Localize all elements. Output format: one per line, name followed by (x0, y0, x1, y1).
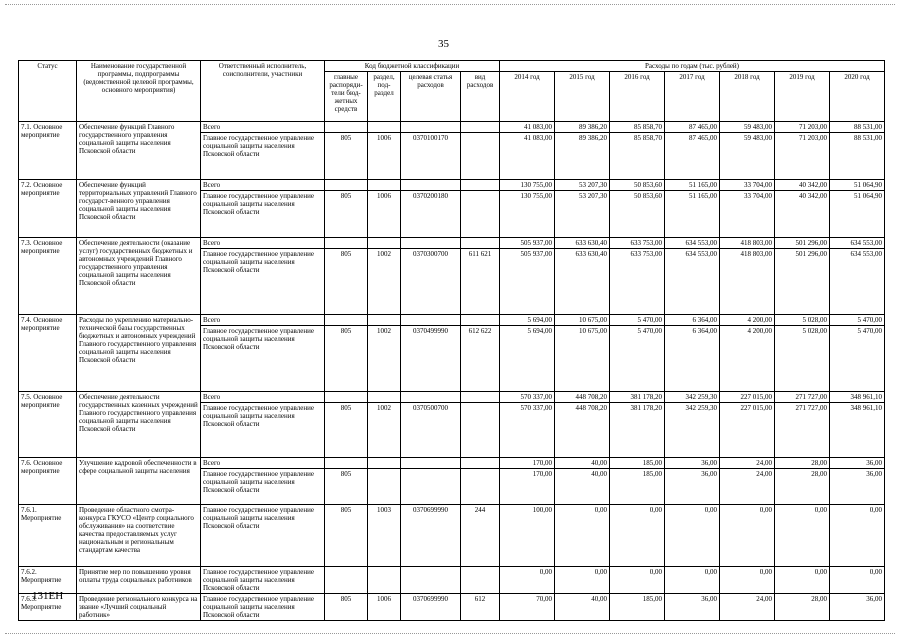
executor-cell: Главное государственное управление социальной защиты населения Псковской области (201, 594, 325, 621)
total-value-cell: 24,00 (720, 458, 775, 469)
code-cell (461, 238, 500, 249)
total-value-cell: 271 727,00 (775, 392, 830, 403)
grbs-cell: 805 (325, 505, 368, 567)
grbs-cell: 805 (325, 594, 368, 621)
executor-cell: Главное государственное управление социальной защиты населения Псковской области (201, 505, 325, 567)
total-value-cell: 5 470,00 (830, 315, 885, 326)
value-cell: 634 553,00 (830, 249, 885, 315)
vr-cell: 612 622 (461, 326, 500, 392)
value-cell: 71 203,00 (775, 133, 830, 180)
value-cell: 0,00 (555, 505, 610, 567)
code-cell (368, 315, 401, 326)
executor-cell: Главное государственное управление социальной защиты населения Псковской области (201, 567, 325, 594)
total-value-cell: 634 553,00 (830, 238, 885, 249)
executor-cell: Главное государственное управление социальной защиты населения Псковской области (201, 191, 325, 238)
code-cell (368, 392, 401, 403)
total-label-cell: Всего (201, 315, 325, 326)
executor-cell: Главное государственное управление социальной защиты населения Псковской области (201, 249, 325, 315)
rzpr-cell (368, 469, 401, 505)
value-cell: 0,00 (610, 567, 665, 594)
status-cell: 7.4. Основное мероприятие (19, 315, 77, 392)
value-cell: 51 064,90 (830, 191, 885, 238)
code-cell (461, 392, 500, 403)
status-cell: 7.6. Основное мероприятие (19, 458, 77, 505)
name-cell: Проведение областного смотра-конкурса ГКУСО «Центр социального обслуживания» на соответствие качества предоставляемых услуг национальным и региональным стандартам качества (77, 505, 201, 567)
value-cell: 227 015,00 (720, 403, 775, 458)
name-cell: Обеспечение деятельности государственных казенных учреждений Главного государственного управления социальной защиты населения Псковской области (77, 392, 201, 458)
total-label-cell: Всего (201, 180, 325, 191)
table-row (19, 392, 885, 403)
value-cell: 0,00 (610, 505, 665, 567)
status-cell: 7.2. Основное мероприятие (19, 180, 77, 238)
value-cell: 505 937,00 (500, 249, 555, 315)
value-cell: 0,00 (775, 505, 830, 567)
header-year: 2015 год (555, 72, 610, 122)
total-value-cell: 633 753,00 (610, 238, 665, 249)
budget-table (18, 60, 885, 621)
status-cell: 7.6.3. Мероприятие (19, 594, 77, 621)
total-value-cell: 185,00 (610, 458, 665, 469)
name-cell: Обеспечение функций территориальных управлений Главного государст-венного управления социальной защиты населения Псковской области (77, 180, 201, 238)
value-cell: 448 708,20 (555, 403, 610, 458)
code-cell (401, 122, 461, 133)
total-value-cell: 342 259,30 (665, 392, 720, 403)
value-cell: 418 803,00 (720, 249, 775, 315)
total-value-cell: 33 704,00 (720, 180, 775, 191)
total-value-cell: 633 630,40 (555, 238, 610, 249)
executor-cell: Главное государственное управление социальной защиты населения Псковской области (201, 469, 325, 505)
table-row (19, 180, 885, 191)
rzpr-cell: 1006 (368, 594, 401, 621)
rzpr-cell: 1003 (368, 505, 401, 567)
value-cell: 53 207,30 (555, 191, 610, 238)
value-cell: 24,00 (720, 594, 775, 621)
header-name: Наименование государственной программы, подпрограммы (ведомственной целевой программы, основного мероприятия) (77, 61, 201, 122)
table-body (19, 122, 885, 621)
executor-cell: Главное государственное управление социальной защиты населения Псковской области (201, 403, 325, 458)
table-row (19, 458, 885, 469)
total-value-cell: 501 296,00 (775, 238, 830, 249)
value-cell: 89 386,20 (555, 133, 610, 180)
value-cell: 40 342,00 (775, 191, 830, 238)
value-cell: 50 853,60 (610, 191, 665, 238)
csr-cell: 0370699990 (401, 594, 461, 621)
value-cell: 10 675,00 (555, 326, 610, 392)
csr-cell: 0370699990 (401, 505, 461, 567)
name-cell: Расходы по укреплению материально-технической базы государственных бюджетных и автономных учреждений Главного государственного управления социальной защиты населения Псковской области (77, 315, 201, 392)
total-value-cell: 5 694,00 (500, 315, 555, 326)
total-value-cell: 381 178,20 (610, 392, 665, 403)
rzpr-cell: 1002 (368, 326, 401, 392)
value-cell: 41 083,00 (500, 133, 555, 180)
name-cell: Обеспечение функций Главного государственного управления социальной защиты населения Псковской области (77, 122, 201, 180)
name-cell: Проведение регионального конкурса на звание «Лучший социальный работник» (77, 594, 201, 621)
code-cell (401, 315, 461, 326)
header-year: 2014 год (500, 72, 555, 122)
rzpr-cell (368, 567, 401, 594)
total-value-cell: 51 165,00 (665, 180, 720, 191)
code-cell (325, 392, 368, 403)
status-cell: 7.5. Основное мероприятие (19, 392, 77, 458)
code-cell (461, 122, 500, 133)
total-value-cell: 348 961,10 (830, 392, 885, 403)
csr-cell: 0370499990 (401, 326, 461, 392)
total-value-cell: 36,00 (665, 458, 720, 469)
value-cell: 381 178,20 (610, 403, 665, 458)
rzpr-cell: 1006 (368, 133, 401, 180)
total-label-cell: Всего (201, 392, 325, 403)
value-cell: 0,00 (720, 567, 775, 594)
table-row (19, 122, 885, 133)
header-csr: целевая статья расходов (401, 72, 461, 122)
value-cell: 170,00 (500, 469, 555, 505)
table-row (19, 567, 885, 594)
value-cell: 88 531,00 (830, 133, 885, 180)
value-cell: 5 694,00 (500, 326, 555, 392)
total-value-cell: 85 858,70 (610, 122, 665, 133)
code-cell (401, 458, 461, 469)
code-cell (401, 392, 461, 403)
total-value-cell: 448 708,20 (555, 392, 610, 403)
status-cell: 7.6.2. Мероприятие (19, 567, 77, 594)
total-value-cell: 53 207,30 (555, 180, 610, 191)
vr-cell: 611 621 (461, 249, 500, 315)
table-row (19, 594, 885, 621)
total-value-cell: 41 083,00 (500, 122, 555, 133)
value-cell: 570 337,00 (500, 403, 555, 458)
vr-cell (461, 133, 500, 180)
total-value-cell: 227 015,00 (720, 392, 775, 403)
value-cell: 0,00 (665, 567, 720, 594)
vr-cell (461, 567, 500, 594)
grbs-cell: 805 (325, 326, 368, 392)
header-vr: вид расходов (461, 72, 500, 122)
code-cell (325, 315, 368, 326)
total-value-cell: 6 364,00 (665, 315, 720, 326)
csr-cell: 0370200180 (401, 191, 461, 238)
value-cell: 348 961,10 (830, 403, 885, 458)
code-cell (368, 458, 401, 469)
grbs-cell: 805 (325, 469, 368, 505)
scan-bottom-edge (5, 633, 895, 634)
vr-cell (461, 403, 500, 458)
value-cell: 36,00 (665, 594, 720, 621)
code-cell (325, 122, 368, 133)
status-cell: 7.3. Основное мероприятие (19, 238, 77, 315)
code-cell (325, 458, 368, 469)
grbs-cell: 805 (325, 133, 368, 180)
total-value-cell: 170,00 (500, 458, 555, 469)
total-value-cell: 40 342,00 (775, 180, 830, 191)
header-year: 2020 год (830, 72, 885, 122)
vr-cell: 244 (461, 505, 500, 567)
value-cell: 40,00 (555, 469, 610, 505)
table-row (19, 238, 885, 249)
code-cell (401, 238, 461, 249)
vr-cell (461, 469, 500, 505)
rzpr-cell: 1002 (368, 403, 401, 458)
value-cell: 0,00 (500, 567, 555, 594)
total-label-cell: Всего (201, 122, 325, 133)
value-cell: 36,00 (665, 469, 720, 505)
total-value-cell: 5 470,00 (610, 315, 665, 326)
total-value-cell: 570 337,00 (500, 392, 555, 403)
total-value-cell: 634 553,00 (665, 238, 720, 249)
header-grbs: главные распоряди- тели бюд- жетных средств (325, 72, 368, 122)
code-cell (461, 458, 500, 469)
table-row (19, 315, 885, 326)
name-cell: Принятие мер по повышению уровня оплаты труда социальных работников (77, 567, 201, 594)
value-cell: 0,00 (665, 505, 720, 567)
total-value-cell: 505 937,00 (500, 238, 555, 249)
total-value-cell: 87 465,00 (665, 122, 720, 133)
scan-top-edge (5, 4, 895, 5)
csr-cell (401, 469, 461, 505)
value-cell: 5 028,00 (775, 326, 830, 392)
vr-cell (461, 191, 500, 238)
value-cell: 40,00 (555, 594, 610, 621)
total-label-cell: Всего (201, 238, 325, 249)
page-number: 35 (438, 38, 449, 50)
value-cell: 5 470,00 (830, 326, 885, 392)
name-cell: Улучшение кадровой обеспеченности в сфере социальной защиты населения (77, 458, 201, 505)
value-cell: 501 296,00 (775, 249, 830, 315)
value-cell: 633 753,00 (610, 249, 665, 315)
total-value-cell: 10 675,00 (555, 315, 610, 326)
value-cell: 100,00 (500, 505, 555, 567)
total-value-cell: 40,00 (555, 458, 610, 469)
value-cell: 70,00 (500, 594, 555, 621)
header-executor: Ответственный исполнитель, соисполнители, участники (201, 61, 325, 122)
csr-cell: 0370500700 (401, 403, 461, 458)
code-cell (461, 180, 500, 191)
total-value-cell: 4 200,00 (720, 315, 775, 326)
value-cell: 130 755,00 (500, 191, 555, 238)
total-value-cell: 89 386,20 (555, 122, 610, 133)
header-year: 2019 год (775, 72, 830, 122)
rzpr-cell: 1006 (368, 191, 401, 238)
value-cell: 85 858,70 (610, 133, 665, 180)
name-cell: Обеспечение деятельности (оказание услуг) государственных бюджетных и автономных учреждений Главного государственного управления социальной защиты населения Псковской области (77, 238, 201, 315)
value-cell: 33 704,00 (720, 191, 775, 238)
value-cell: 36,00 (830, 594, 885, 621)
value-cell: 36,00 (830, 469, 885, 505)
code-cell (368, 238, 401, 249)
total-value-cell: 50 853,60 (610, 180, 665, 191)
value-cell: 51 165,00 (665, 191, 720, 238)
value-cell: 0,00 (775, 567, 830, 594)
header-expenses: Расходы по годам (тыс. рублей) (500, 61, 885, 72)
value-cell: 28,00 (775, 469, 830, 505)
code-cell (368, 122, 401, 133)
total-value-cell: 71 203,00 (775, 122, 830, 133)
code-cell (325, 180, 368, 191)
total-label-cell: Всего (201, 458, 325, 469)
value-cell: 6 364,00 (665, 326, 720, 392)
executor-cell: Главное государственное управление социальной защиты населения Псковской области (201, 326, 325, 392)
total-value-cell: 59 483,00 (720, 122, 775, 133)
header-rzpr: раздел, под- раздел (368, 72, 401, 122)
code-cell (401, 180, 461, 191)
code-cell (368, 180, 401, 191)
header-budget-code: Код бюджетной классификации (325, 61, 500, 72)
status-cell: 7.1. Основное мероприятие (19, 122, 77, 180)
table-row (19, 505, 885, 567)
value-cell: 634 553,00 (665, 249, 720, 315)
value-cell: 5 470,00 (610, 326, 665, 392)
value-cell: 185,00 (610, 594, 665, 621)
rzpr-cell: 1002 (368, 249, 401, 315)
value-cell: 342 259,30 (665, 403, 720, 458)
total-value-cell: 28,00 (775, 458, 830, 469)
csr-cell: 0370300700 (401, 249, 461, 315)
grbs-cell: 805 (325, 403, 368, 458)
code-cell (461, 315, 500, 326)
header-year: 2018 год (720, 72, 775, 122)
csr-cell (401, 567, 461, 594)
total-value-cell: 51 064,90 (830, 180, 885, 191)
total-value-cell: 5 028,00 (775, 315, 830, 326)
value-cell: 24,00 (720, 469, 775, 505)
grbs-cell (325, 567, 368, 594)
value-cell: 271 727,00 (775, 403, 830, 458)
value-cell: 0,00 (720, 505, 775, 567)
total-value-cell: 418 803,00 (720, 238, 775, 249)
code-cell (325, 238, 368, 249)
header-year: 2017 год (665, 72, 720, 122)
value-cell: 59 483,00 (720, 133, 775, 180)
footer-code: 131ЕН (32, 590, 64, 602)
total-value-cell: 36,00 (830, 458, 885, 469)
executor-cell: Главное государственное управление социальной защиты населения Псковской области (201, 133, 325, 180)
header-year: 2016 год (610, 72, 665, 122)
vr-cell: 612 (461, 594, 500, 621)
value-cell: 0,00 (830, 505, 885, 567)
value-cell: 87 465,00 (665, 133, 720, 180)
header-status: Статус (19, 61, 77, 122)
value-cell: 185,00 (610, 469, 665, 505)
status-cell: 7.6.1. Мероприятие (19, 505, 77, 567)
value-cell: 633 630,40 (555, 249, 610, 315)
grbs-cell: 805 (325, 249, 368, 315)
csr-cell: 0370100170 (401, 133, 461, 180)
total-value-cell: 88 531,00 (830, 122, 885, 133)
total-value-cell: 130 755,00 (500, 180, 555, 191)
value-cell: 4 200,00 (720, 326, 775, 392)
grbs-cell: 805 (325, 191, 368, 238)
value-cell: 0,00 (555, 567, 610, 594)
value-cell: 0,00 (830, 567, 885, 594)
value-cell: 28,00 (775, 594, 830, 621)
